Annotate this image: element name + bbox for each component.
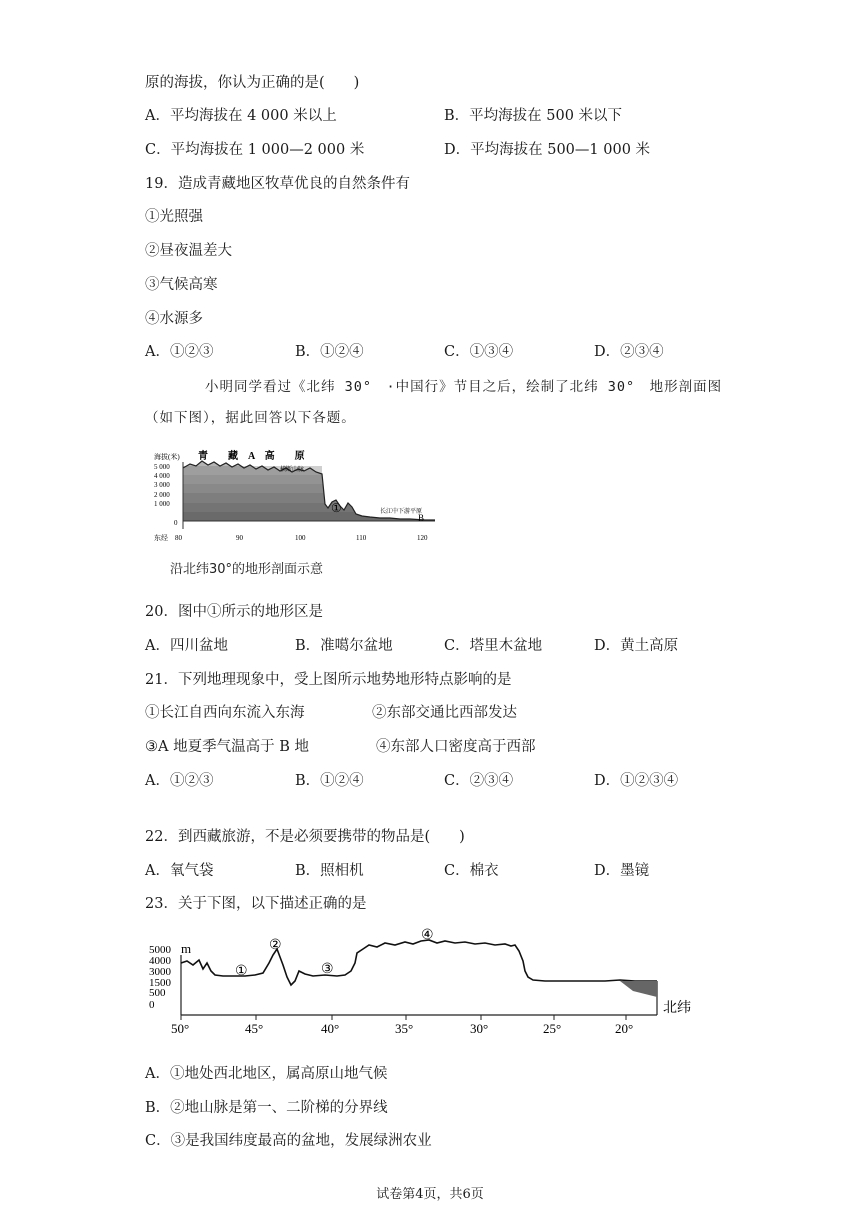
q23-option-a: A．①地处西北地区，属高原山地气候: [145, 1066, 388, 1082]
y-tick-1000: 1 000: [154, 500, 170, 508]
latitude-profile-figure: [145, 925, 705, 1040]
q22-option-b: B．照相机: [295, 863, 364, 879]
latitude-profile-svg: [145, 925, 705, 1040]
y-tick-2000: 2 000: [154, 491, 170, 499]
fig2-x-label-30: 30°: [470, 1021, 489, 1036]
q23-option-b: B．②地山脉是第一、二阶梯的分界线: [145, 1100, 388, 1116]
q19-item-1: ①光照强: [145, 209, 203, 225]
fig2-marker-1: ①: [235, 964, 248, 979]
y-axis-label: 海拔(米): [154, 453, 180, 461]
x-tick-100: 100: [295, 534, 306, 542]
y-tick-4000: 4 000: [154, 472, 170, 480]
q21-item-4: ④东部人口密度高于西部: [376, 739, 536, 755]
q21-stem: 21．下列地理现象中，受上图所示地势地形特点影响的是: [145, 672, 512, 688]
q19-item-4: ④水源多: [145, 311, 203, 327]
fig2-x-label-40: 40°: [321, 1021, 340, 1036]
intro-line-1: 小明同学看过《北纬 30° ·中国行》节目之后，绘制了北纬 30° 地形剖面图: [205, 379, 723, 395]
fig2-y-tick-4000: 4000: [149, 955, 171, 967]
q19-option-b: B．①②④: [295, 344, 364, 360]
fig2-y-tick-3000: 3000: [149, 966, 171, 978]
x-tick-110: 110: [356, 534, 367, 542]
q22-stem: 22．到西藏旅游，不是必须要携带的物品是( ): [145, 829, 465, 845]
fig2-y-tick-1500: 1500: [149, 977, 171, 989]
q20-option-b: B．准噶尔盆地: [295, 638, 393, 654]
fig2-axis-label-latitude: 北纬: [663, 1001, 691, 1016]
y-tick-0: 0: [174, 519, 178, 527]
q21-option-a: A．①②③: [145, 773, 214, 789]
profile-figure-30n: [150, 444, 450, 579]
x-tick-120: 120: [417, 534, 428, 542]
x-axis-prefix: 东经: [154, 534, 168, 542]
fig2-unit: m: [181, 941, 192, 956]
q22-option-d: D．墨镜: [594, 863, 650, 879]
page-footer: 试卷第4页，共6页: [376, 1187, 484, 1202]
fig2-x-label-45: 45°: [245, 1021, 264, 1036]
fig2-marker-3: ③: [321, 962, 334, 977]
q20-option-d: D．黄土高原: [594, 638, 679, 654]
q20-option-c: C．塔里木盆地: [444, 638, 543, 654]
q19-option-d: D．②③④: [594, 344, 664, 360]
q19-option-a: A．①②③: [145, 344, 214, 360]
q19-item-2: ②昼夜温差大: [145, 243, 232, 259]
q21-option-d: D．①②③④: [594, 773, 679, 789]
q21-option-b: B．①②④: [295, 773, 364, 789]
q18-stem-tail: 原的海拔，你认为正确的是( ): [145, 75, 360, 91]
q21-item-3: ③A 地夏季气温高于 B 地: [145, 739, 309, 755]
q21-item-1: ①长江自西向东流入东海: [145, 705, 305, 721]
fig2-y-tick-5000: 5000: [149, 944, 171, 956]
fig2-x-label-25: 25°: [543, 1021, 562, 1036]
q22-option-c: C．棉衣: [444, 863, 499, 879]
q20-stem: 20．图中①所示的地形区是: [145, 604, 323, 620]
q19-stem: 19．造成青藏地区牧草优良的自然条件有: [145, 176, 410, 192]
yangtze-plain-label: 长江中下游平原: [380, 509, 423, 515]
hengduan-label: 横断山脉: [280, 467, 305, 473]
q21-option-c: C．②③④: [444, 773, 514, 789]
q18-option-c: C．平均海拔在 1 000—2 000 米: [145, 142, 365, 158]
q22-option-a: A．氧气袋: [145, 863, 214, 879]
fig2-x-label-50: 50°: [171, 1021, 190, 1036]
x-tick-80: 80: [175, 534, 182, 542]
q23-option-c: C．③是我国纬度最高的盆地，发展绿洲农业: [145, 1133, 432, 1149]
fig2-y-tick-500: 500: [149, 987, 166, 999]
fig2-sea-wedge: [620, 981, 657, 997]
q19-item-3: ③气候高寒: [145, 277, 218, 293]
y-tick-5000: 5 000: [154, 463, 170, 471]
fig2-x-label-35: 35°: [395, 1021, 414, 1036]
q18-option-d: D．平均海拔在 500—1 000 米: [444, 142, 651, 158]
q19-option-c: C．①③④: [444, 344, 514, 360]
x-tick-90: 90: [236, 534, 243, 542]
q21-item-2: ②东部交通比西部发达: [372, 705, 517, 721]
plateau-label: 青 藏 A 高 原: [198, 451, 305, 462]
circle-1-marker: ①: [331, 501, 342, 515]
fig2-marker-2: ②: [269, 938, 282, 953]
q20-option-a: A．四川盆地: [145, 638, 228, 654]
profile-caption: 沿北纬30°的地形剖面示意: [170, 562, 324, 577]
q18-option-a: A．平均海拔在 4 000 米以上: [145, 108, 337, 124]
fig2-marker-4: ④: [421, 928, 434, 943]
point-b-label: B: [418, 513, 425, 523]
q18-option-b: B．平均海拔在 500 米以下: [444, 108, 623, 124]
fig2-x-label-20: 20°: [615, 1021, 634, 1036]
intro-line-2: （如下图），据此回答以下各题。: [145, 410, 356, 426]
y-tick-3000: 3 000: [154, 481, 170, 489]
fig2-y-tick-0: 0: [149, 999, 155, 1011]
fig2-profile-line: [181, 940, 657, 985]
q23-stem: 23．关于下图，以下描述正确的是: [145, 896, 367, 912]
